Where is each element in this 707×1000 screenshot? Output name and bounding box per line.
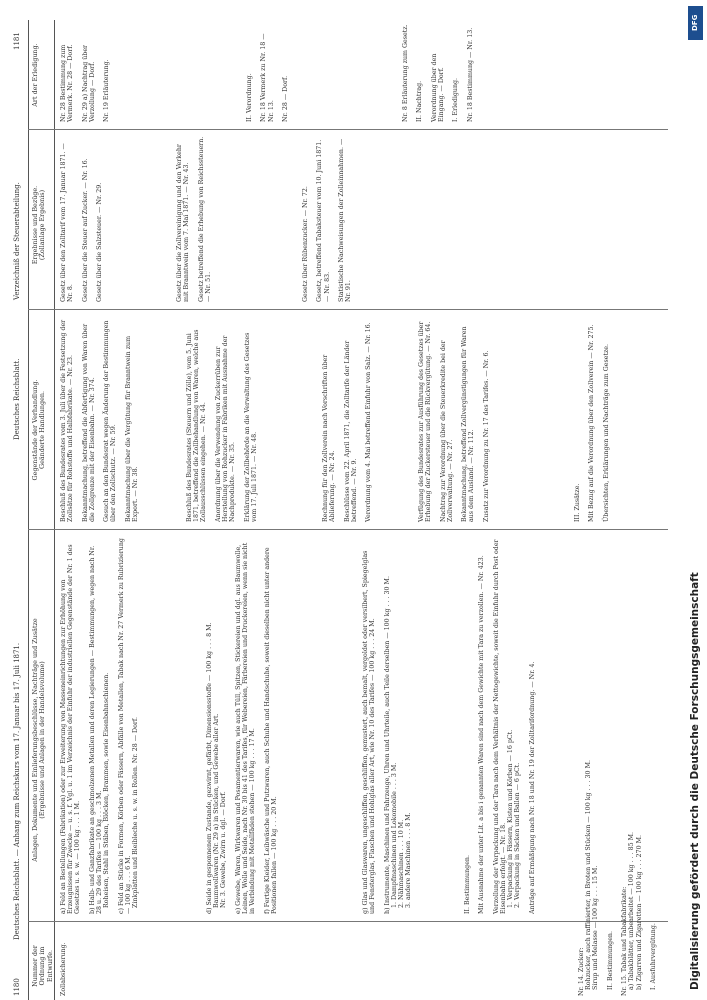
column-divider — [28, 529, 668, 530]
column-head-number: Nummer der Ordnung im Entwurfe. — [31, 945, 54, 987]
column-head-results: Ergebnisse und Bezüge. (Zollanlage Ergebnis) — [31, 185, 47, 265]
page-number-left: 1180 — [13, 978, 21, 996]
column-divider — [28, 129, 668, 130]
text-block: Beschluß des Bundesrates vom 3. Juli über die Festsetzung der Zollsätze für Rohstoffe und Halbfabrikate. — Nr. 23. Bekanntmachung, betreffend die Abfertigung von Waren über die Zollgrenze mit der Eisenbahn. — Nr. 374. Gesuch an den Bundesrat wegen Änderung der Bestimmungen über den Zollschutz. — Nr. 59. Bekanntmachung über die Vergütung für Branntwein zum Export. — Nr. 38. — [60, 319, 140, 522]
text-block: Gesetz über die Zollvereinigung und den Verkehr mit Branntwein vom 7. Mai 1871. — Nr. 43. Gesetz betreffend die Erhebung von Reichssteuern. — Nr. 51. — [176, 136, 212, 302]
footer-text: Digitalisierung gefördert durch die Deutsche Forschungsgemeinschaft — [689, 572, 701, 990]
page-number-right: 1181 — [13, 32, 21, 50]
text-block: Nr. 28 Bestimmung zum Vermerk. Nr. 28 — Dorf. Nr. 29 a) Nachtrag über Verzollung — Dorf. Nr. 19 Erläuterung. — [60, 44, 111, 122]
rotated-document — [10, 20, 690, 1000]
column-divider — [28, 921, 668, 922]
header-title-left: Deutsches Reichsblatt. — Anhang zum Reichskurs vom 17. Januar bis 17. Juli 1871. — [13, 642, 21, 940]
column-head-subject: Gegenstände der Verhandlung. Geänderte Handlungen. — [31, 379, 47, 481]
dfg-logo: DFG — [688, 6, 703, 40]
text-block: a) Feld an Bestellungen (Fabrikation) oder zur Erweiterung von Masseneinrichtungen zur Erhöhung von Erzeugnissen für Zwecke — u. s. f. Vgl. u. 1 im Verzeichnis der Einfuhr der industriellen Gegenstände der Nr. 1 des Gesetzes u. s. w. — 100 kg . . . 1 M. b) Halb- und Ganzfabrikate an geschmolzenen Metallen und deren Legierungen — Bestimmungen, wegen nach Nr. 28 u. 29 des Tarifes — 100 kg . . . 3 M. Roheisen, Stahl in Stäben, Blöcken, Brammen, sowie Eisenbahnschienen. c) Feld an Stücke in Formen, Körben oder Fässern, Abfälle von Metallen, Tabak nach Nr. 27 Vermerk zu Rubrizierung — 100 kg . . . 6 M. Zinkplatten und Bleibleche u. s. w. in Rollen. Nr. 28 — Dorf. — [60, 538, 140, 914]
header-title-right: Verzeichniß der Steuerabteilung. — [13, 182, 21, 300]
text-block: Gesetz über Rübenzucker. — Nr. 72. Gesetz, betreffend Tabaksteuer vom 10. Juni 1871. — Nr. 83. Statistische Nachweisungen der Zolleinnahmen. — Nr. 91. — [302, 138, 353, 302]
text-block: II. Bestimmungen. Mit Ausnahme der unter Lit. a bis i genannten Waren sind nach dem Gewichte mit Tara zu verzollen. — Nr. 423. Verzollung der Verpackung und der Tara nach dem Verhältnis der Nettogewichte, soweit die Einfuhr durch Post oder Eisenbahn erfolgt. — Nr. 18. 1. Verpackung in Fässern, Kisten und Körben — 16 pCt. 2. Verpackung in Säcken und Ballen — 6 pCt. Anträge auf Ermäßigung nach Nr. 18 und Nr. 19 der Zolltarifordnung. — Nr. 4. — [464, 539, 536, 914]
text-block: II. Verordnung. Nr. 18 Vermerk zu Nr. 18 — Nr. 13. Nr. 28 — Dorf. — [246, 33, 290, 122]
page-header — [14, 20, 26, 1000]
text-block: Nr. 14. Zucker: Rohzucker, auch raffinierter, in Broten und Stücken — 100 kg . . . 30 M. Sirup und Melasse — 100 kg . . . 15 M. II. Bestimmungen. Nr. 15. Tabak und Tabakfabrikate: a) Tabakblätter, unbearbeitet — 100 kg . . . 85 M. b) Zigarren und Zigaretten — 100 kg . . . 270 M. I. Ausfuhrvergütung. — [578, 759, 658, 996]
text-block: III. Zusätze. Mit Bezug auf die Verordnung über den Zollverein — Nr. 275. Übersichten, Erklärungen und Nachträge zum Gesetze. — [574, 324, 610, 522]
header-rule — [28, 20, 29, 1000]
column-head-rule — [54, 20, 55, 1000]
digitization-credit — [684, 0, 706, 1000]
text-block: Nr. 8 Erläuterung zum Gesetz. II. Nachtrag. Verordnung über den Eingang. — Dorf. I. Erledigung. Nr. 18 Bestimmung — Nr. 13. — [402, 24, 474, 122]
text-block: g) Glas und Glaswaren, ungeschliffen, geschliffen, gemustert, auch bemalt, vergoldet oder versilbert, Spiegelglas und Fensterglas, Flaschen und Hohlglas aller Art, wie Nr. 10 des Tarifes — 100 kg . . . 24 M. h) Instrumente, Maschinen und Fahrzeuge, Uhren und Uhrteile, auch Teile derselben — 100 kg . . . 30 M. 1. Dampfmaschinen und Lokomobile . . . 3 M. 2. Nähmaschinen . . . 10 M. 3. andere Maschinen . . . 8 M. — [362, 550, 413, 914]
text-block: Zollabsicherung. — [60, 942, 67, 996]
text-block: Rechnung für den Zollverein nach Vorschriften über Ablieferung. — Nr. 24. Beschlüsse vom 22. April 1871, die Zolltarife der Länder betreffend. — Nr. 9. Verordnung vom 4. Mai betreffend Einfuhr von Salz. — Nr. 16. — [322, 322, 373, 522]
header-title-mid: Deutsches Reichsblatt. — [13, 358, 21, 440]
text-block: Beschluß des Bundesrates (Steuern und Zölle), vom 5. Juni 1871, betreffend die Zollbehandlung von Waren, welche aus Zollausschlüssen eingehen. — Nr. 44. Anordnung über die Verwendung von Zuckerrüben zur Herstellung von Rohzucker in Fabriken mit Ausnahme der Nachprodukte. — Nr. 35. Erklärung der Zollbehörde an die Verwaltung des Gesetzes vom 17. Juli 1871. — Nr. 48. — [186, 329, 258, 522]
column-head-settlement: Art der Erledigung. — [31, 43, 39, 107]
column-divider — [28, 309, 668, 310]
text-block: Verfügung des Bundesrates zur Ausführung des Gesetzes über Erhebung der Zuckersteuer und die Rückvergütung. — Nr. 64. Nachtrag zur Verordnung über die Steuerkredite bei der Zollverwaltung. — Nr. 27. Bekanntmachung, betreffend Zollvergünstigungen für Waren aus dem Ausland. — Nr. 112. Zusatz zur Verordnung zu Nr. 17 des Tarifes. — Nr. 6. — [418, 321, 490, 522]
text-block: Gesetz über den Zolltarif vom 17. Januar 1871. — Nr. 8. Gesetz über die Steuer auf Zucker. — Nr. 16. Gesetz über die Salzsteuer. — Nr. 29. — [60, 143, 104, 302]
text-block: d) Seide in gesponnenem Zustande, gezwirnt, gefärbt, Dimensionsstoffe — 100 kg . . . 8 M. Baumwollwaren (Nr. 29 a) in Stücken, und Gewebe aller Art. Nr. 3. Gewebe, Zwirn u. dgl. — Dorf. e) Gewebe, Waren, Wirkwaren und Posamentierwaren, wie auch Tüll, Spitzen, Stickereien und dgl. aus Baumwolle, Leinen, Wolle und Seide, nach Nr. 30 bis 41 des Tarifes, für Webereien, Färbereien und Druckereien, wenn sie nicht in Verbindung mit Metallfäden stehen — 100 kg . . . 17 M. f) Fertige Kleider, Leibwäsche und Putzwaren, auch Schuhe und Handschuhe, soweit dieselben nicht unter andere Positionen fallen — 100 kg . . . 20 M. — [206, 542, 278, 914]
column-head-goods: Anlagen, Dokumente und Einlieferungsbeschlüsse, Nachträge und Zusätze (Ergebnisse und Anlagen in der Handelsvolume) — [31, 618, 47, 862]
